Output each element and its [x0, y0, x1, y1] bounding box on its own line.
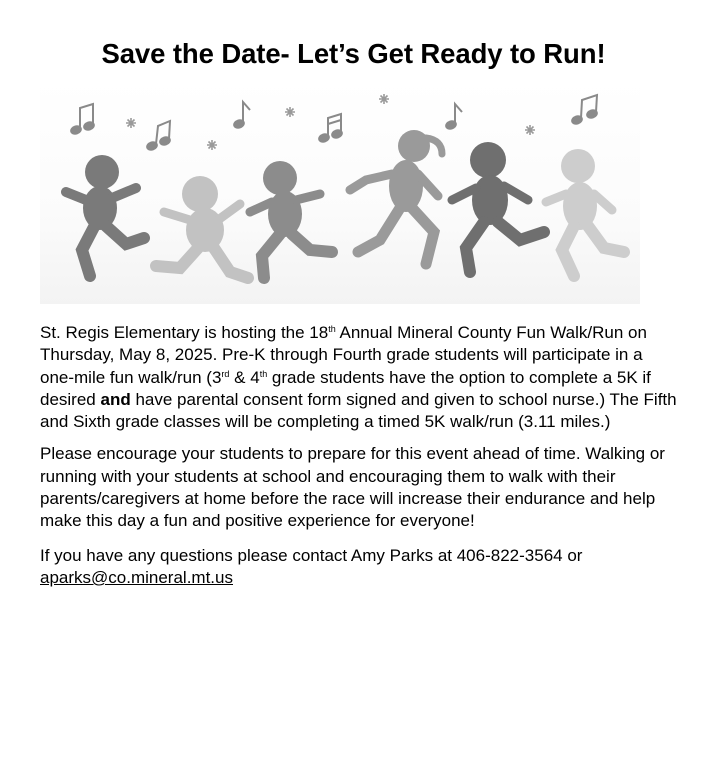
music-note-icon	[318, 114, 343, 143]
flyer-body	[40, 322, 680, 589]
running-child-silhouette	[350, 130, 442, 264]
music-note-icon	[571, 95, 598, 125]
music-note-icon	[445, 104, 462, 130]
music-note-icon	[146, 121, 171, 151]
running-children-illustration	[40, 80, 640, 304]
running-child-silhouette	[66, 155, 144, 276]
asterisk-icon	[379, 94, 389, 104]
contact-paragraph: If you have any questions please contact Amy Parks at 406-822-3564 or aparks@co.mineral.mt.us	[40, 545, 583, 587]
contact-email-link[interactable]: aparks@co.mineral.mt.us	[40, 567, 233, 587]
music-note-icon	[70, 104, 95, 135]
asterisk-icon	[207, 140, 217, 150]
asterisk-icon	[525, 125, 535, 135]
running-child-silhouette	[156, 176, 248, 278]
page-title: Save the Date- Let’s Get Ready to Run!	[101, 38, 606, 69]
running-child-silhouette	[452, 142, 544, 272]
music-note-icon	[233, 102, 250, 129]
encouragement-paragraph: Please encourage your students to prepare for this event ahead of time. Walking or running with your students at school and encouraging them to walk with their parents/caregivers at home before the race will increase their endurance and help make this day a fun and positive experience for everyone!	[40, 444, 665, 531]
asterisk-icon	[126, 118, 136, 128]
running-children-svg	[40, 80, 640, 304]
running-child-silhouette	[250, 161, 332, 278]
running-child-silhouette	[546, 149, 624, 276]
asterisk-icon	[285, 107, 295, 117]
event-details-paragraph: St. Regis Elementary is hosting the 18th Annual Mineral County Fun Walk/Run on Thursday, May 8, 2025. Pre-K through Fourth grade students will participate in a one-mile fun walk/run (3rd & 4th grade students have the option to complete a 5K if desired and have parental consent form signed and given to school nurse.) The Fifth and Sixth grade classes will be completing a timed 5K walk/run (3.11 miles.)	[40, 323, 677, 432]
